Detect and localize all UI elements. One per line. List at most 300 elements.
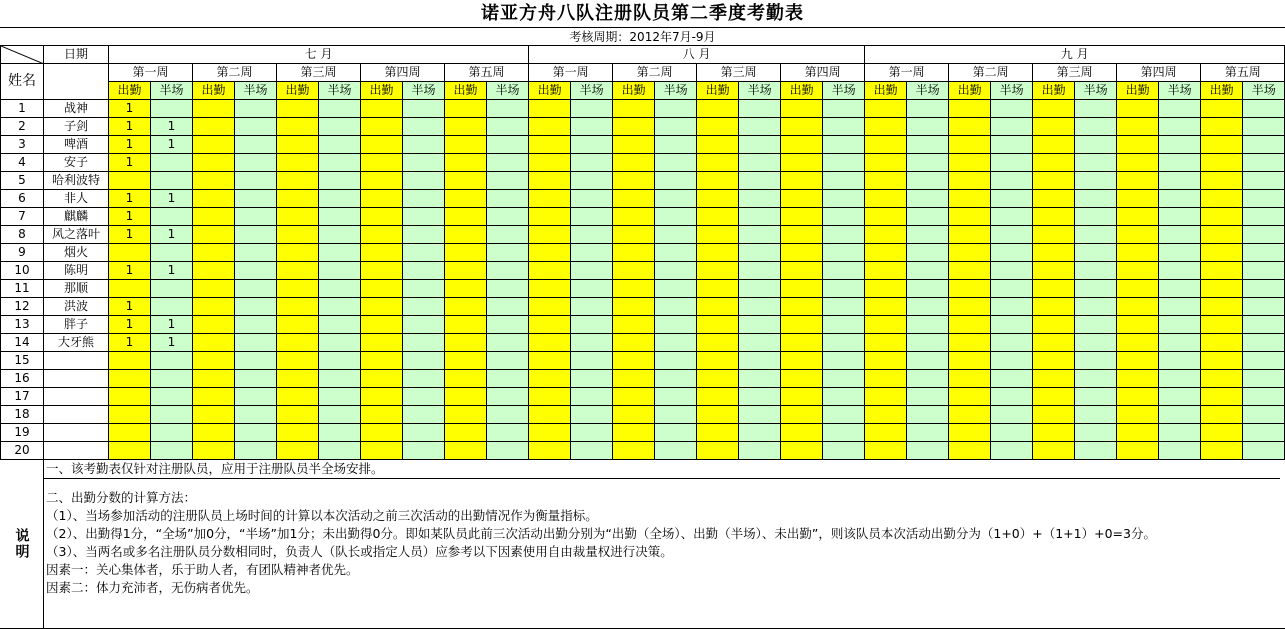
half-cell[interactable] — [823, 388, 865, 406]
attendance-cell[interactable] — [361, 388, 403, 406]
attendance-cell[interactable] — [613, 442, 655, 460]
attendance-cell[interactable] — [697, 370, 739, 388]
attendance-cell[interactable] — [529, 172, 571, 190]
attendance-cell[interactable] — [277, 442, 319, 460]
attendance-cell[interactable] — [445, 298, 487, 316]
half-col-header[interactable]: 半场 — [487, 82, 529, 100]
attendance-cell[interactable] — [445, 154, 487, 172]
half-cell[interactable] — [655, 298, 697, 316]
attendance-cell[interactable] — [1033, 154, 1075, 172]
row-number[interactable]: 14 — [1, 334, 44, 352]
half-cell[interactable] — [1243, 442, 1285, 460]
half-cell[interactable] — [1075, 388, 1117, 406]
attendance-cell[interactable] — [1033, 118, 1075, 136]
month-header[interactable]: 九 月 — [865, 46, 1285, 64]
half-cell[interactable] — [907, 118, 949, 136]
half-cell[interactable] — [487, 298, 529, 316]
half-cell[interactable] — [403, 352, 445, 370]
half-cell[interactable] — [823, 172, 865, 190]
attendance-col-header[interactable]: 出勤 — [361, 82, 403, 100]
row-number[interactable]: 13 — [1, 316, 44, 334]
attendance-cell[interactable] — [949, 172, 991, 190]
attendance-cell[interactable] — [1201, 208, 1243, 226]
attendance-cell[interactable] — [781, 352, 823, 370]
attendance-cell[interactable] — [445, 388, 487, 406]
half-cell[interactable] — [1243, 280, 1285, 298]
half-cell[interactable] — [823, 244, 865, 262]
attendance-cell[interactable] — [529, 262, 571, 280]
attendance-cell[interactable] — [1117, 316, 1159, 334]
attendance-cell[interactable] — [613, 136, 655, 154]
half-cell[interactable] — [739, 208, 781, 226]
attendance-cell[interactable] — [361, 424, 403, 442]
attendance-cell[interactable] — [865, 172, 907, 190]
half-cell[interactable] — [739, 262, 781, 280]
attendance-cell[interactable] — [445, 316, 487, 334]
member-name[interactable]: 洪波 — [44, 298, 109, 316]
attendance-cell[interactable] — [361, 136, 403, 154]
half-cell[interactable] — [1159, 172, 1201, 190]
attendance-cell[interactable] — [1117, 406, 1159, 424]
half-cell[interactable] — [403, 136, 445, 154]
attendance-cell[interactable] — [865, 442, 907, 460]
attendance-cell[interactable] — [865, 118, 907, 136]
attendance-cell[interactable] — [697, 244, 739, 262]
half-cell[interactable] — [1075, 298, 1117, 316]
attendance-cell[interactable] — [529, 316, 571, 334]
half-cell[interactable] — [487, 352, 529, 370]
half-cell[interactable] — [319, 280, 361, 298]
half-cell[interactable] — [571, 154, 613, 172]
attendance-cell[interactable] — [529, 208, 571, 226]
attendance-cell[interactable]: 1 — [109, 262, 151, 280]
attendance-cell[interactable] — [949, 244, 991, 262]
attendance-cell[interactable] — [1033, 136, 1075, 154]
half-cell[interactable] — [823, 190, 865, 208]
attendance-cell[interactable] — [445, 442, 487, 460]
attendance-cell[interactable] — [193, 262, 235, 280]
attendance-cell[interactable] — [277, 226, 319, 244]
date-header[interactable]: 日期 — [44, 46, 109, 64]
attendance-cell[interactable] — [781, 208, 823, 226]
attendance-cell[interactable] — [613, 172, 655, 190]
half-cell[interactable] — [907, 424, 949, 442]
half-cell[interactable] — [319, 172, 361, 190]
half-cell[interactable] — [739, 298, 781, 316]
half-cell[interactable] — [487, 388, 529, 406]
attendance-cell[interactable] — [1033, 442, 1075, 460]
half-cell[interactable] — [823, 352, 865, 370]
attendance-cell[interactable] — [697, 280, 739, 298]
row-number[interactable]: 10 — [1, 262, 44, 280]
half-col-header[interactable]: 半场 — [655, 82, 697, 100]
member-name[interactable]: 啤酒 — [44, 136, 109, 154]
member-name[interactable]: 非人 — [44, 190, 109, 208]
half-cell[interactable]: 1 — [151, 226, 193, 244]
attendance-cell[interactable] — [949, 406, 991, 424]
attendance-cell[interactable] — [1033, 334, 1075, 352]
member-name[interactable]: 风之落叶 — [44, 226, 109, 244]
attendance-cell[interactable] — [781, 100, 823, 118]
attendance-cell[interactable] — [277, 316, 319, 334]
half-cell[interactable] — [739, 136, 781, 154]
attendance-cell[interactable] — [109, 442, 151, 460]
half-cell[interactable] — [1075, 262, 1117, 280]
week-header[interactable]: 第四周 — [361, 64, 445, 82]
row-number[interactable]: 15 — [1, 352, 44, 370]
member-name[interactable]: 子剑 — [44, 118, 109, 136]
half-cell[interactable] — [151, 100, 193, 118]
half-cell[interactable] — [907, 244, 949, 262]
half-cell[interactable] — [655, 442, 697, 460]
half-cell[interactable] — [907, 262, 949, 280]
attendance-cell[interactable] — [949, 208, 991, 226]
half-cell[interactable] — [319, 154, 361, 172]
week-header[interactable]: 第五周 — [1201, 64, 1285, 82]
half-col-header[interactable]: 半场 — [403, 82, 445, 100]
half-cell[interactable] — [151, 388, 193, 406]
half-cell[interactable] — [655, 406, 697, 424]
week-header[interactable]: 第三周 — [697, 64, 781, 82]
attendance-cell[interactable] — [613, 280, 655, 298]
week-header[interactable]: 第二周 — [613, 64, 697, 82]
attendance-cell[interactable] — [361, 244, 403, 262]
half-cell[interactable] — [991, 190, 1033, 208]
attendance-cell[interactable] — [529, 154, 571, 172]
half-cell[interactable] — [1075, 208, 1117, 226]
half-cell[interactable] — [991, 100, 1033, 118]
half-cell[interactable] — [319, 370, 361, 388]
half-cell[interactable] — [991, 406, 1033, 424]
row-number[interactable]: 4 — [1, 154, 44, 172]
attendance-cell[interactable] — [1033, 388, 1075, 406]
row-number[interactable]: 6 — [1, 190, 44, 208]
half-cell[interactable] — [1159, 208, 1201, 226]
attendance-cell[interactable] — [193, 388, 235, 406]
half-cell[interactable] — [1243, 100, 1285, 118]
member-name[interactable] — [44, 406, 109, 424]
attendance-cell[interactable] — [1201, 370, 1243, 388]
attendance-cell[interactable] — [949, 226, 991, 244]
attendance-cell[interactable] — [193, 406, 235, 424]
half-cell[interactable] — [487, 280, 529, 298]
member-name[interactable] — [44, 352, 109, 370]
half-cell[interactable] — [487, 262, 529, 280]
attendance-cell[interactable] — [529, 136, 571, 154]
attendance-cell[interactable] — [109, 388, 151, 406]
half-cell[interactable] — [1159, 316, 1201, 334]
week-header[interactable]: 第三周 — [277, 64, 361, 82]
attendance-cell[interactable] — [277, 334, 319, 352]
attendance-cell[interactable] — [865, 208, 907, 226]
attendance-cell[interactable] — [277, 100, 319, 118]
week-header[interactable]: 第一周 — [529, 64, 613, 82]
member-name[interactable]: 那顺 — [44, 280, 109, 298]
attendance-cell[interactable] — [445, 244, 487, 262]
half-cell[interactable] — [655, 226, 697, 244]
attendance-col-header[interactable]: 出勤 — [193, 82, 235, 100]
half-cell[interactable] — [235, 226, 277, 244]
half-cell[interactable] — [1159, 280, 1201, 298]
attendance-cell[interactable] — [781, 424, 823, 442]
half-cell[interactable] — [151, 424, 193, 442]
half-cell[interactable] — [1159, 118, 1201, 136]
half-cell[interactable] — [1243, 406, 1285, 424]
member-name[interactable]: 安子 — [44, 154, 109, 172]
half-cell[interactable] — [1243, 388, 1285, 406]
half-cell[interactable] — [1075, 370, 1117, 388]
half-cell[interactable] — [403, 244, 445, 262]
attendance-cell[interactable]: 1 — [109, 154, 151, 172]
half-cell[interactable] — [991, 370, 1033, 388]
half-cell[interactable] — [319, 118, 361, 136]
attendance-cell[interactable] — [1117, 370, 1159, 388]
attendance-cell[interactable] — [1117, 172, 1159, 190]
half-cell[interactable] — [991, 388, 1033, 406]
attendance-cell[interactable] — [865, 136, 907, 154]
half-cell[interactable] — [403, 154, 445, 172]
half-cell[interactable] — [487, 424, 529, 442]
half-cell[interactable] — [235, 370, 277, 388]
attendance-cell[interactable] — [697, 298, 739, 316]
attendance-cell[interactable] — [781, 244, 823, 262]
half-cell[interactable] — [403, 424, 445, 442]
half-cell[interactable] — [655, 208, 697, 226]
attendance-cell[interactable] — [1201, 100, 1243, 118]
half-cell[interactable] — [907, 172, 949, 190]
row-number[interactable]: 2 — [1, 118, 44, 136]
half-cell[interactable] — [739, 100, 781, 118]
month-header[interactable]: 八 月 — [529, 46, 865, 64]
half-cell[interactable] — [739, 370, 781, 388]
row-number[interactable]: 20 — [1, 442, 44, 460]
attendance-cell[interactable] — [445, 190, 487, 208]
half-cell[interactable] — [235, 442, 277, 460]
member-name[interactable]: 战神 — [44, 100, 109, 118]
row-number[interactable]: 7 — [1, 208, 44, 226]
attendance-cell[interactable] — [193, 370, 235, 388]
attendance-cell[interactable] — [361, 352, 403, 370]
attendance-cell[interactable] — [193, 154, 235, 172]
attendance-cell[interactable] — [1117, 118, 1159, 136]
row-number[interactable]: 5 — [1, 172, 44, 190]
attendance-cell[interactable] — [1201, 226, 1243, 244]
half-col-header[interactable]: 半场 — [1075, 82, 1117, 100]
half-cell[interactable]: 1 — [151, 136, 193, 154]
half-cell[interactable] — [655, 388, 697, 406]
attendance-cell[interactable] — [613, 208, 655, 226]
attendance-cell[interactable] — [1033, 172, 1075, 190]
attendance-cell[interactable] — [1117, 136, 1159, 154]
half-cell[interactable] — [1159, 370, 1201, 388]
attendance-cell[interactable]: 1 — [109, 316, 151, 334]
half-cell[interactable] — [319, 316, 361, 334]
attendance-cell[interactable] — [1201, 262, 1243, 280]
attendance-cell[interactable] — [361, 226, 403, 244]
half-cell[interactable] — [235, 244, 277, 262]
half-cell[interactable] — [655, 316, 697, 334]
half-cell[interactable] — [571, 424, 613, 442]
half-cell[interactable] — [655, 118, 697, 136]
attendance-cell[interactable]: 1 — [109, 118, 151, 136]
half-cell[interactable] — [907, 154, 949, 172]
attendance-cell[interactable] — [1033, 208, 1075, 226]
attendance-cell[interactable] — [277, 118, 319, 136]
half-cell[interactable] — [655, 136, 697, 154]
half-cell[interactable] — [1243, 244, 1285, 262]
half-cell[interactable] — [1243, 370, 1285, 388]
half-cell[interactable] — [403, 316, 445, 334]
attendance-cell[interactable] — [865, 388, 907, 406]
half-cell[interactable] — [655, 244, 697, 262]
half-cell[interactable] — [403, 334, 445, 352]
half-cell[interactable] — [319, 262, 361, 280]
attendance-cell[interactable] — [1117, 298, 1159, 316]
half-cell[interactable] — [1159, 424, 1201, 442]
half-cell[interactable] — [487, 370, 529, 388]
half-cell[interactable] — [319, 244, 361, 262]
half-cell[interactable] — [1243, 424, 1285, 442]
attendance-cell[interactable] — [529, 424, 571, 442]
row-number[interactable]: 1 — [1, 100, 44, 118]
half-cell[interactable] — [319, 136, 361, 154]
half-cell[interactable] — [319, 100, 361, 118]
half-cell[interactable] — [571, 244, 613, 262]
half-cell[interactable] — [319, 406, 361, 424]
attendance-cell[interactable] — [361, 370, 403, 388]
half-cell[interactable] — [1075, 424, 1117, 442]
week-header[interactable]: 第一周 — [865, 64, 949, 82]
half-cell[interactable]: 1 — [151, 316, 193, 334]
attendance-cell[interactable] — [277, 208, 319, 226]
attendance-col-header[interactable]: 出勤 — [1117, 82, 1159, 100]
half-cell[interactable] — [235, 190, 277, 208]
half-cell[interactable] — [1243, 262, 1285, 280]
member-name[interactable] — [44, 442, 109, 460]
attendance-cell[interactable] — [277, 172, 319, 190]
attendance-cell[interactable] — [1201, 316, 1243, 334]
attendance-cell[interactable] — [277, 388, 319, 406]
half-cell[interactable] — [235, 388, 277, 406]
half-cell[interactable] — [571, 118, 613, 136]
half-cell[interactable] — [319, 424, 361, 442]
attendance-cell[interactable] — [949, 100, 991, 118]
attendance-cell[interactable] — [109, 172, 151, 190]
attendance-cell[interactable] — [613, 316, 655, 334]
member-name[interactable]: 陈明 — [44, 262, 109, 280]
attendance-cell[interactable] — [1033, 190, 1075, 208]
attendance-cell[interactable] — [781, 370, 823, 388]
half-cell[interactable] — [823, 118, 865, 136]
attendance-cell[interactable] — [949, 154, 991, 172]
row-number[interactable]: 16 — [1, 370, 44, 388]
attendance-cell[interactable] — [1117, 280, 1159, 298]
attendance-cell[interactable] — [697, 118, 739, 136]
attendance-col-header[interactable]: 出勤 — [865, 82, 907, 100]
half-cell[interactable] — [235, 280, 277, 298]
attendance-cell[interactable] — [1201, 388, 1243, 406]
half-cell[interactable] — [907, 352, 949, 370]
attendance-cell[interactable] — [949, 370, 991, 388]
half-col-header[interactable]: 半场 — [907, 82, 949, 100]
attendance-cell[interactable] — [781, 334, 823, 352]
attendance-cell[interactable] — [529, 190, 571, 208]
attendance-cell[interactable] — [361, 316, 403, 334]
member-name[interactable] — [44, 370, 109, 388]
attendance-cell[interactable] — [613, 226, 655, 244]
half-cell[interactable] — [907, 226, 949, 244]
attendance-cell[interactable] — [697, 100, 739, 118]
half-cell[interactable] — [487, 334, 529, 352]
row-number[interactable]: 11 — [1, 280, 44, 298]
half-cell[interactable] — [739, 226, 781, 244]
half-cell[interactable] — [739, 244, 781, 262]
half-cell[interactable] — [1075, 244, 1117, 262]
half-cell[interactable] — [235, 406, 277, 424]
attendance-cell[interactable] — [1117, 334, 1159, 352]
attendance-cell[interactable] — [697, 226, 739, 244]
half-cell[interactable] — [487, 406, 529, 424]
half-cell[interactable] — [403, 172, 445, 190]
attendance-cell[interactable] — [781, 280, 823, 298]
half-cell[interactable] — [319, 208, 361, 226]
half-cell[interactable] — [823, 316, 865, 334]
member-name[interactable]: 胖子 — [44, 316, 109, 334]
attendance-cell[interactable] — [445, 100, 487, 118]
half-cell[interactable] — [739, 388, 781, 406]
attendance-col-header[interactable]: 出勤 — [781, 82, 823, 100]
half-cell[interactable]: 1 — [151, 190, 193, 208]
half-cell[interactable] — [823, 262, 865, 280]
attendance-cell[interactable] — [1201, 154, 1243, 172]
half-cell[interactable] — [1075, 136, 1117, 154]
half-col-header[interactable]: 半场 — [151, 82, 193, 100]
attendance-cell[interactable] — [529, 100, 571, 118]
half-cell[interactable] — [991, 262, 1033, 280]
half-cell[interactable] — [991, 352, 1033, 370]
attendance-cell[interactable] — [193, 226, 235, 244]
attendance-cell[interactable] — [949, 262, 991, 280]
attendance-cell[interactable] — [529, 244, 571, 262]
week-header[interactable]: 第三周 — [1033, 64, 1117, 82]
attendance-cell[interactable] — [613, 370, 655, 388]
half-cell[interactable] — [235, 316, 277, 334]
attendance-cell[interactable] — [949, 118, 991, 136]
month-header[interactable]: 七 月 — [109, 46, 529, 64]
attendance-cell[interactable] — [697, 136, 739, 154]
attendance-cell[interactable] — [613, 352, 655, 370]
attendance-cell[interactable] — [529, 334, 571, 352]
half-cell[interactable] — [235, 100, 277, 118]
attendance-cell[interactable] — [949, 316, 991, 334]
attendance-cell[interactable] — [613, 118, 655, 136]
member-name[interactable]: 大牙熊 — [44, 334, 109, 352]
attendance-cell[interactable] — [193, 172, 235, 190]
half-cell[interactable] — [319, 226, 361, 244]
attendance-cell[interactable] — [865, 334, 907, 352]
half-cell[interactable] — [151, 370, 193, 388]
half-cell[interactable] — [151, 406, 193, 424]
attendance-cell[interactable] — [445, 262, 487, 280]
half-cell[interactable] — [1243, 136, 1285, 154]
attendance-cell[interactable] — [193, 316, 235, 334]
attendance-cell[interactable] — [865, 370, 907, 388]
half-cell[interactable] — [1075, 316, 1117, 334]
attendance-cell[interactable] — [445, 118, 487, 136]
half-cell[interactable] — [907, 334, 949, 352]
attendance-cell[interactable] — [193, 244, 235, 262]
attendance-cell[interactable] — [865, 316, 907, 334]
